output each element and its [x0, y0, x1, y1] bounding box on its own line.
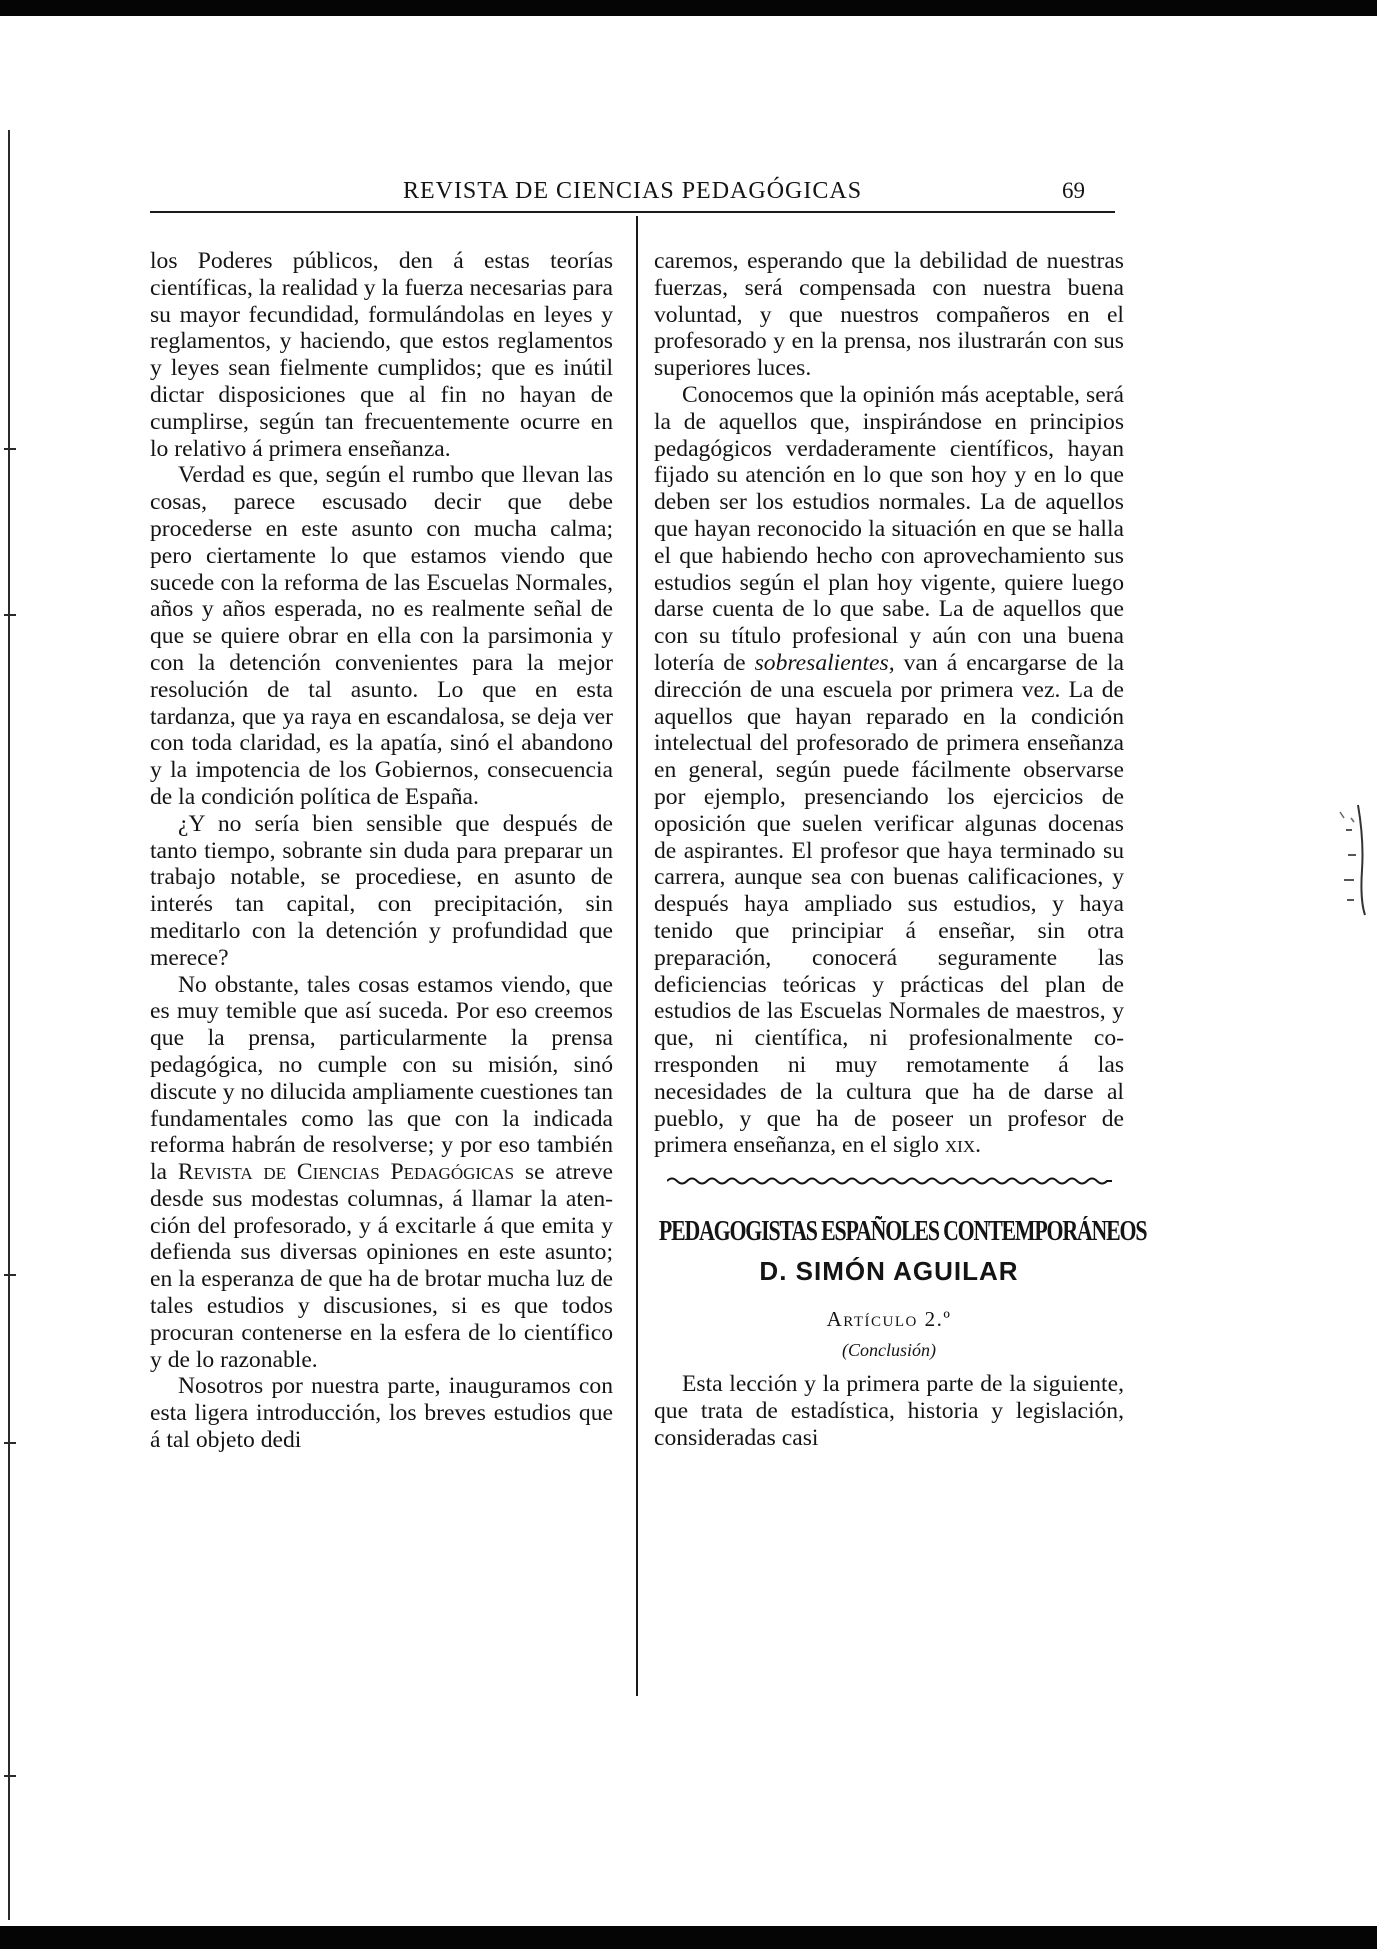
conclusion-label: (Conclusión) [842, 1340, 936, 1361]
emphasis-text: sobresalientes, [754, 649, 895, 676]
running-title: REVISTA DE CIENCIAS PEDAGÓGICAS [402, 178, 863, 204]
paragraph: Nosotros por nuestra parte, inauguramos con esta ligera introducción, los breves estudios que á tal objeto dedi [150, 1373, 613, 1454]
edge-tick-mark [4, 1442, 16, 1444]
right-column [654, 248, 1147, 1451]
header-rule [150, 211, 1115, 213]
paragraph [150, 972, 613, 1374]
paragraph-text: van á encargarse de la dirección de una escuela por primera vez. La de aquellos que hayan reparado en la condición intelectual del profesorado de primera enseñanza en general, según puede fácilmente observarse por ejemplo, presenciando los ejercicios de oposición que suelen verificar algunas docenas de aspirantes. El profesor que haya terminado su carrera, aunque sea con buenas calificaciones, y después haya ampliado sus estudios, y haya tenido que principiar á enseñar, sin otra preparación, conocerá seguramente las deficiencias teóricas y prácticas del plan de estudios de las Escuelas Normales de maestros, y que, ni científica, ni profesionalmente corresponden ni muy remotamente á las necesidades de la cultura que ha de darse al pueblo, y que ha de poseer un profesor de primera enseñanza, en el siglo [654, 649, 1124, 1159]
column-divider [636, 216, 638, 1696]
century-numeral: xix. [944, 1132, 981, 1159]
left-column [150, 248, 613, 1454]
edge-tick-mark [4, 1274, 16, 1276]
running-header [150, 178, 1115, 208]
paragraph-text: No obstante, tales cosas estamos viendo, que es muy temible que así suceda. Por eso creemos que la prensa, particularmente la prensa pedagógica, no cumple con su misión, sinó discute y no dilucida ampliamente cuestiones tan fundamentales como las que con la indicada reforma habrán de resolverse; y por eso también la [150, 971, 613, 1186]
edge-tick-mark [4, 1775, 16, 1777]
paragraph: Esta lección y la primera parte de la siguiente, que trata de estadística, historia y legislación, consideradas casi [654, 1371, 1124, 1451]
margin-smudge-marks [1318, 800, 1368, 920]
edge-tick-mark [4, 448, 16, 450]
scan-top-border [0, 0, 1377, 16]
page-number: 69 [1062, 178, 1085, 203]
article-label: Artículo 2.º [826, 1307, 952, 1332]
paragraph: Verdad es que, según el rumbo que llevan las cosas, parece escusado decir que debe procederse en este asunto con mucha calma; pero ciertamente lo que estamos viendo que sucede con la reforma de las Escuelas Normales, años y años esperada, no es realmente señal de que se quiere obrar en ella con la parsimonia y con la detención convenientes para la mejor resolución de tal asunto. Lo que en esta tardanza, que ya raya en escandalosa, se deja ver con toda claridad, es la apatía, sinó el abandono y la impotencia de los Gobiernos, consecuencia de la condición política de España. [150, 462, 613, 810]
author-name: D. SIMÓN AGUILAR [759, 1256, 1019, 1287]
paragraph-text: Conocemos que la opinión más aceptable, será la de aquellos que, inspirándose en principios pedagógicos verdaderamente científicos, hayan fijado su atención en lo que son hoy y en lo que deben ser los estudios normales. La de aquellos que hayan reconocido la situación en que se halla el que habiendo hecho con aprovechamiento sus estudios según el plan hoy vigente, quiere luego darse cuenta de lo que sabe. La de aquellos que con su título profesional y aún con una buena lotería de [654, 381, 1124, 676]
scan-bottom-border [0, 1926, 1377, 1949]
paragraph-text: se atreve desde sus modestas columnas, á llamar la atención del profesorado, y á excitarle á que emita y defienda sus diversas opiniones en este asunto; en la esperanza de que ha de brotar mucha luz de tales estudios y discusiones, si es que todos procuran contenerse en la esfera de lo científico y de lo razonable. [150, 1159, 613, 1373]
edge-tick-mark [4, 614, 16, 616]
page-edge-line [8, 130, 10, 1920]
ornamental-rule [667, 1175, 1112, 1187]
paragraph [654, 382, 1124, 1159]
paragraph: ¿Y no sería bien sensible que después de tanto tiempo, sobrante sin duda para preparar un trabajo notable, se procediese, en asunto de interés tan capital, con precipitación, sin meditarlo con la detención y profundidad que merece? [150, 810, 613, 971]
paragraph: los Poderes públicos, den á estas teorías científicas, la realidad y la fuerza necesarias para su mayor fecundidad, formulándolas en leyes y reglamentos, y haciendo, que estos reglamentos y leyes sean fielmente cumplidos; que es inútil dictar disposiciones que al fin no hayan de cumplirse, según tan frecuentemente ocurre en lo relativo á primera enseñanza. [150, 248, 613, 462]
journal-name: Revista de Ciencias Pedagógicas [177, 1159, 515, 1186]
paragraph: caremos, esperando que la debilidad de nuestras fuerzas, será compensada con nuestra buena voluntad, y que nuestros compañeros en el profesorado y en la prensa, nos ilustrarán con sus superiores luces. [654, 248, 1124, 382]
section-title: PEDAGOGISTAS ESPAÑOLES CONTEMPORÁNEOS [658, 1216, 1147, 1248]
